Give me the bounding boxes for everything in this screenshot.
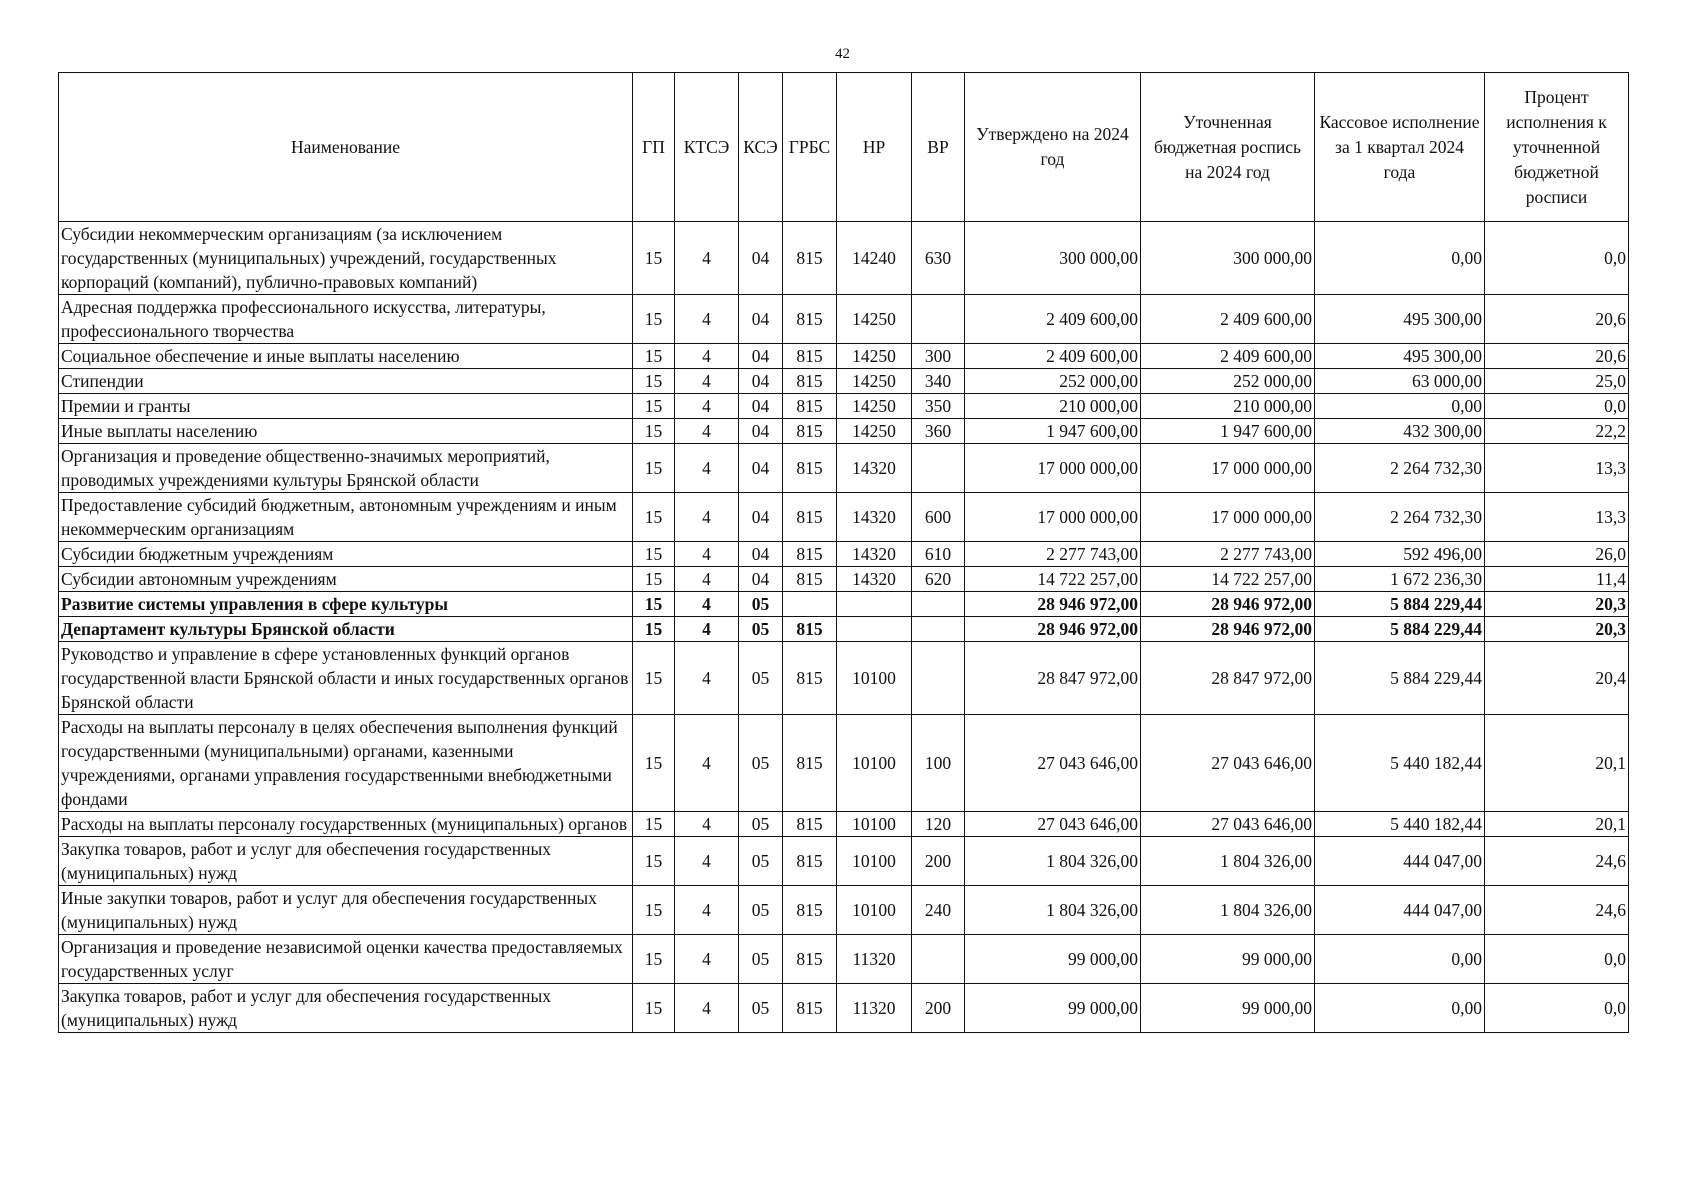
row-approved: 27 043 646,00 bbox=[965, 812, 1141, 837]
row-approved: 28 946 972,00 bbox=[965, 617, 1141, 642]
table-header bbox=[59, 73, 1629, 222]
row-gp: 15 bbox=[633, 542, 675, 567]
row-approved: 28 946 972,00 bbox=[965, 592, 1141, 617]
row-name: Субсидии некоммерческим организациям (за исключением государственных (муниципальных) учреждений, государственных корпораций (компаний), публично-правовых компаний) bbox=[59, 222, 633, 295]
row-refined: 2 277 743,00 bbox=[1141, 542, 1315, 567]
row-approved: 14 722 257,00 bbox=[965, 567, 1141, 592]
row-ktse: 4 bbox=[675, 344, 739, 369]
header-np: НР bbox=[837, 73, 912, 222]
header-kse: КСЭ bbox=[739, 73, 783, 222]
row-gp: 15 bbox=[633, 444, 675, 493]
row-name: Предоставление субсидий бюджетным, автономным учреждениям и иным некоммерческим организациям bbox=[59, 493, 633, 542]
row-cash: 63 000,00 bbox=[1315, 369, 1485, 394]
row-kse: 05 bbox=[739, 592, 783, 617]
row-np: 10100 bbox=[837, 886, 912, 935]
table-row bbox=[59, 394, 1629, 419]
row-np bbox=[837, 592, 912, 617]
row-refined: 14 722 257,00 bbox=[1141, 567, 1315, 592]
row-vr bbox=[912, 642, 965, 715]
row-grbs: 815 bbox=[783, 394, 837, 419]
row-np: 14250 bbox=[837, 344, 912, 369]
row-vr bbox=[912, 295, 965, 344]
row-vr: 120 bbox=[912, 812, 965, 837]
row-grbs bbox=[783, 592, 837, 617]
row-name: Организация и проведение общественно-значимых мероприятий, проводимых учреждениями культуры Брянской области bbox=[59, 444, 633, 493]
row-vr: 600 bbox=[912, 493, 965, 542]
row-vr: 340 bbox=[912, 369, 965, 394]
row-approved: 300 000,00 bbox=[965, 222, 1141, 295]
row-vr: 200 bbox=[912, 837, 965, 886]
row-cash: 5 884 229,44 bbox=[1315, 592, 1485, 617]
row-grbs: 815 bbox=[783, 812, 837, 837]
header-approved: Утверждено на 2024 год bbox=[965, 73, 1141, 222]
row-cash: 444 047,00 bbox=[1315, 886, 1485, 935]
row-grbs: 815 bbox=[783, 419, 837, 444]
row-kse: 04 bbox=[739, 394, 783, 419]
row-np: 14320 bbox=[837, 493, 912, 542]
row-approved: 210 000,00 bbox=[965, 394, 1141, 419]
row-vr: 240 bbox=[912, 886, 965, 935]
row-grbs: 815 bbox=[783, 542, 837, 567]
row-gp: 15 bbox=[633, 935, 675, 984]
table-row bbox=[59, 444, 1629, 493]
row-percent: 20,3 bbox=[1485, 617, 1629, 642]
row-name: Закупка товаров, работ и услуг для обеспечения государственных (муниципальных) нужд bbox=[59, 984, 633, 1033]
row-approved: 99 000,00 bbox=[965, 935, 1141, 984]
row-ktse: 4 bbox=[675, 642, 739, 715]
table-row bbox=[59, 542, 1629, 567]
row-vr: 350 bbox=[912, 394, 965, 419]
row-approved: 2 277 743,00 bbox=[965, 542, 1141, 567]
row-name: Организация и проведение независимой оценки качества предоставляемых государственных услуг bbox=[59, 935, 633, 984]
budget-table bbox=[58, 72, 1629, 1033]
row-ktse: 4 bbox=[675, 444, 739, 493]
row-vr: 200 bbox=[912, 984, 965, 1033]
table-row bbox=[59, 617, 1629, 642]
row-name: Стипендии bbox=[59, 369, 633, 394]
row-name: Руководство и управление в сфере установленных функций органов государственной власти Брянской области и иных государственных органов Брянской области bbox=[59, 642, 633, 715]
row-approved: 1 947 600,00 bbox=[965, 419, 1141, 444]
row-np: 11320 bbox=[837, 984, 912, 1033]
row-grbs: 815 bbox=[783, 715, 837, 812]
row-kse: 04 bbox=[739, 444, 783, 493]
row-percent: 13,3 bbox=[1485, 493, 1629, 542]
row-np: 10100 bbox=[837, 715, 912, 812]
row-refined: 1 947 600,00 bbox=[1141, 419, 1315, 444]
row-percent: 0,0 bbox=[1485, 222, 1629, 295]
row-ktse: 4 bbox=[675, 295, 739, 344]
row-cash: 444 047,00 bbox=[1315, 837, 1485, 886]
table-row bbox=[59, 812, 1629, 837]
row-kse: 04 bbox=[739, 344, 783, 369]
row-gp: 15 bbox=[633, 642, 675, 715]
table-body bbox=[59, 222, 1629, 1033]
row-gp: 15 bbox=[633, 984, 675, 1033]
row-ktse: 4 bbox=[675, 715, 739, 812]
row-grbs: 815 bbox=[783, 493, 837, 542]
row-refined: 28 946 972,00 bbox=[1141, 592, 1315, 617]
row-grbs: 815 bbox=[783, 642, 837, 715]
row-grbs: 815 bbox=[783, 617, 837, 642]
row-np: 11320 bbox=[837, 935, 912, 984]
row-name: Премии и гранты bbox=[59, 394, 633, 419]
row-cash: 432 300,00 bbox=[1315, 419, 1485, 444]
row-cash: 0,00 bbox=[1315, 394, 1485, 419]
row-ktse: 4 bbox=[675, 592, 739, 617]
header-gp: ГП bbox=[633, 73, 675, 222]
row-gp: 15 bbox=[633, 886, 675, 935]
row-vr: 630 bbox=[912, 222, 965, 295]
row-cash: 2 264 732,30 bbox=[1315, 493, 1485, 542]
table-row bbox=[59, 592, 1629, 617]
row-refined: 28 847 972,00 bbox=[1141, 642, 1315, 715]
row-percent: 20,3 bbox=[1485, 592, 1629, 617]
row-name: Расходы на выплаты персоналу в целях обеспечения выполнения функций государственными (муниципальными) органами, казенными учреждениями, органами управления государственными внебюджетными фондами bbox=[59, 715, 633, 812]
table-row bbox=[59, 935, 1629, 984]
row-refined: 1 804 326,00 bbox=[1141, 886, 1315, 935]
row-cash: 1 672 236,30 bbox=[1315, 567, 1485, 592]
row-np: 14320 bbox=[837, 567, 912, 592]
row-grbs: 815 bbox=[783, 935, 837, 984]
row-name: Закупка товаров, работ и услуг для обеспечения государственных (муниципальных) нужд bbox=[59, 837, 633, 886]
row-kse: 05 bbox=[739, 935, 783, 984]
row-kse: 05 bbox=[739, 886, 783, 935]
row-np: 14250 bbox=[837, 369, 912, 394]
row-grbs: 815 bbox=[783, 295, 837, 344]
row-gp: 15 bbox=[633, 837, 675, 886]
page-number: 42 bbox=[835, 46, 850, 62]
row-name: Социальное обеспечение и иные выплаты населению bbox=[59, 344, 633, 369]
row-cash: 0,00 bbox=[1315, 984, 1485, 1033]
table-row bbox=[59, 715, 1629, 812]
row-gp: 15 bbox=[633, 592, 675, 617]
row-vr bbox=[912, 935, 965, 984]
row-cash: 0,00 bbox=[1315, 222, 1485, 295]
row-kse: 05 bbox=[739, 837, 783, 886]
header-vr: ВР bbox=[912, 73, 965, 222]
row-percent: 0,0 bbox=[1485, 394, 1629, 419]
row-vr bbox=[912, 444, 965, 493]
row-percent: 0,0 bbox=[1485, 984, 1629, 1033]
row-refined: 17 000 000,00 bbox=[1141, 493, 1315, 542]
row-percent: 0,0 bbox=[1485, 935, 1629, 984]
row-percent: 20,6 bbox=[1485, 295, 1629, 344]
header-cash: Кассовое исполнение за 1 квартал 2024 года bbox=[1315, 73, 1485, 222]
row-refined: 27 043 646,00 bbox=[1141, 812, 1315, 837]
row-ktse: 4 bbox=[675, 567, 739, 592]
row-percent: 11,4 bbox=[1485, 567, 1629, 592]
row-percent: 22,2 bbox=[1485, 419, 1629, 444]
row-kse: 05 bbox=[739, 617, 783, 642]
row-np: 14250 bbox=[837, 295, 912, 344]
row-kse: 05 bbox=[739, 642, 783, 715]
row-approved: 2 409 600,00 bbox=[965, 295, 1141, 344]
row-grbs: 815 bbox=[783, 444, 837, 493]
row-kse: 04 bbox=[739, 369, 783, 394]
row-refined: 28 946 972,00 bbox=[1141, 617, 1315, 642]
row-gp: 15 bbox=[633, 715, 675, 812]
row-gp: 15 bbox=[633, 369, 675, 394]
row-np: 10100 bbox=[837, 812, 912, 837]
table-row bbox=[59, 886, 1629, 935]
row-name: Субсидии бюджетным учреждениям bbox=[59, 542, 633, 567]
row-ktse: 4 bbox=[675, 812, 739, 837]
row-ktse: 4 bbox=[675, 542, 739, 567]
row-percent: 24,6 bbox=[1485, 886, 1629, 935]
row-kse: 04 bbox=[739, 419, 783, 444]
row-name: Иные закупки товаров, работ и услуг для обеспечения государственных (муниципальных) нужд bbox=[59, 886, 633, 935]
row-refined: 1 804 326,00 bbox=[1141, 837, 1315, 886]
row-approved: 17 000 000,00 bbox=[965, 444, 1141, 493]
table-row bbox=[59, 493, 1629, 542]
row-percent: 26,0 bbox=[1485, 542, 1629, 567]
row-approved: 252 000,00 bbox=[965, 369, 1141, 394]
row-name: Иные выплаты населению bbox=[59, 419, 633, 444]
row-gp: 15 bbox=[633, 295, 675, 344]
row-np: 14250 bbox=[837, 419, 912, 444]
row-gp: 15 bbox=[633, 617, 675, 642]
table-row bbox=[59, 567, 1629, 592]
row-vr: 620 bbox=[912, 567, 965, 592]
row-approved: 28 847 972,00 bbox=[965, 642, 1141, 715]
row-refined: 210 000,00 bbox=[1141, 394, 1315, 419]
table-row bbox=[59, 984, 1629, 1033]
row-name: Расходы на выплаты персоналу государственных (муниципальных) органов bbox=[59, 812, 633, 837]
row-ktse: 4 bbox=[675, 935, 739, 984]
row-kse: 05 bbox=[739, 812, 783, 837]
row-gp: 15 bbox=[633, 567, 675, 592]
header-name: Наименование bbox=[59, 73, 633, 222]
row-approved: 1 804 326,00 bbox=[965, 837, 1141, 886]
row-kse: 05 bbox=[739, 715, 783, 812]
row-refined: 2 409 600,00 bbox=[1141, 295, 1315, 344]
row-approved: 27 043 646,00 bbox=[965, 715, 1141, 812]
table-row bbox=[59, 344, 1629, 369]
row-ktse: 4 bbox=[675, 419, 739, 444]
header-row bbox=[59, 73, 1629, 222]
row-grbs: 815 bbox=[783, 837, 837, 886]
row-vr bbox=[912, 592, 965, 617]
row-refined: 2 409 600,00 bbox=[1141, 344, 1315, 369]
row-gp: 15 bbox=[633, 812, 675, 837]
row-grbs: 815 bbox=[783, 369, 837, 394]
row-vr: 610 bbox=[912, 542, 965, 567]
header-ktse: КТСЭ bbox=[675, 73, 739, 222]
row-vr: 300 bbox=[912, 344, 965, 369]
header-refined: Уточненная бюджетная роспись на 2024 год bbox=[1141, 73, 1315, 222]
row-cash: 5 440 182,44 bbox=[1315, 812, 1485, 837]
row-gp: 15 bbox=[633, 493, 675, 542]
row-np: 14250 bbox=[837, 394, 912, 419]
row-cash: 5 884 229,44 bbox=[1315, 642, 1485, 715]
table-row bbox=[59, 295, 1629, 344]
row-percent: 20,6 bbox=[1485, 344, 1629, 369]
table-row bbox=[59, 222, 1629, 295]
row-approved: 2 409 600,00 bbox=[965, 344, 1141, 369]
row-np: 14320 bbox=[837, 444, 912, 493]
row-gp: 15 bbox=[633, 222, 675, 295]
row-percent: 20,4 bbox=[1485, 642, 1629, 715]
row-kse: 04 bbox=[739, 542, 783, 567]
table-row bbox=[59, 419, 1629, 444]
row-percent: 25,0 bbox=[1485, 369, 1629, 394]
row-refined: 27 043 646,00 bbox=[1141, 715, 1315, 812]
row-ktse: 4 bbox=[675, 886, 739, 935]
row-np: 14320 bbox=[837, 542, 912, 567]
row-vr: 360 bbox=[912, 419, 965, 444]
row-kse: 04 bbox=[739, 222, 783, 295]
row-kse: 05 bbox=[739, 984, 783, 1033]
row-percent: 24,6 bbox=[1485, 837, 1629, 886]
row-ktse: 4 bbox=[675, 984, 739, 1033]
row-refined: 99 000,00 bbox=[1141, 935, 1315, 984]
row-name: Департамент культуры Брянской области bbox=[59, 617, 633, 642]
table-row bbox=[59, 837, 1629, 886]
row-grbs: 815 bbox=[783, 344, 837, 369]
row-approved: 17 000 000,00 bbox=[965, 493, 1141, 542]
row-percent: 20,1 bbox=[1485, 715, 1629, 812]
row-cash: 0,00 bbox=[1315, 935, 1485, 984]
row-ktse: 4 bbox=[675, 369, 739, 394]
row-np: 14240 bbox=[837, 222, 912, 295]
row-approved: 99 000,00 bbox=[965, 984, 1141, 1033]
table-row bbox=[59, 369, 1629, 394]
table-row bbox=[59, 642, 1629, 715]
row-percent: 13,3 bbox=[1485, 444, 1629, 493]
row-percent: 20,1 bbox=[1485, 812, 1629, 837]
row-kse: 04 bbox=[739, 493, 783, 542]
row-ktse: 4 bbox=[675, 493, 739, 542]
row-cash: 592 496,00 bbox=[1315, 542, 1485, 567]
row-np: 10100 bbox=[837, 642, 912, 715]
header-percent: Процент исполнения к уточненной бюджетной росписи bbox=[1485, 73, 1629, 222]
row-refined: 99 000,00 bbox=[1141, 984, 1315, 1033]
row-vr bbox=[912, 617, 965, 642]
row-vr: 100 bbox=[912, 715, 965, 812]
row-grbs: 815 bbox=[783, 984, 837, 1033]
row-gp: 15 bbox=[633, 344, 675, 369]
row-np bbox=[837, 617, 912, 642]
row-ktse: 4 bbox=[675, 394, 739, 419]
row-cash: 2 264 732,30 bbox=[1315, 444, 1485, 493]
row-name: Развитие системы управления в сфере культуры bbox=[59, 592, 633, 617]
row-name: Субсидии автономным учреждениям bbox=[59, 567, 633, 592]
row-kse: 04 bbox=[739, 295, 783, 344]
row-gp: 15 bbox=[633, 419, 675, 444]
row-name: Адресная поддержка профессионального искусства, литературы, профессионального творчества bbox=[59, 295, 633, 344]
row-refined: 252 000,00 bbox=[1141, 369, 1315, 394]
row-grbs: 815 bbox=[783, 567, 837, 592]
row-grbs: 815 bbox=[783, 886, 837, 935]
row-ktse: 4 bbox=[675, 617, 739, 642]
row-refined: 17 000 000,00 bbox=[1141, 444, 1315, 493]
row-gp: 15 bbox=[633, 394, 675, 419]
row-cash: 5 884 229,44 bbox=[1315, 617, 1485, 642]
row-kse: 04 bbox=[739, 567, 783, 592]
row-cash: 495 300,00 bbox=[1315, 344, 1485, 369]
row-grbs: 815 bbox=[783, 222, 837, 295]
row-np: 10100 bbox=[837, 837, 912, 886]
row-cash: 495 300,00 bbox=[1315, 295, 1485, 344]
row-refined: 300 000,00 bbox=[1141, 222, 1315, 295]
row-ktse: 4 bbox=[675, 837, 739, 886]
row-cash: 5 440 182,44 bbox=[1315, 715, 1485, 812]
header-grbs: ГРБС bbox=[783, 73, 837, 222]
row-ktse: 4 bbox=[675, 222, 739, 295]
row-approved: 1 804 326,00 bbox=[965, 886, 1141, 935]
